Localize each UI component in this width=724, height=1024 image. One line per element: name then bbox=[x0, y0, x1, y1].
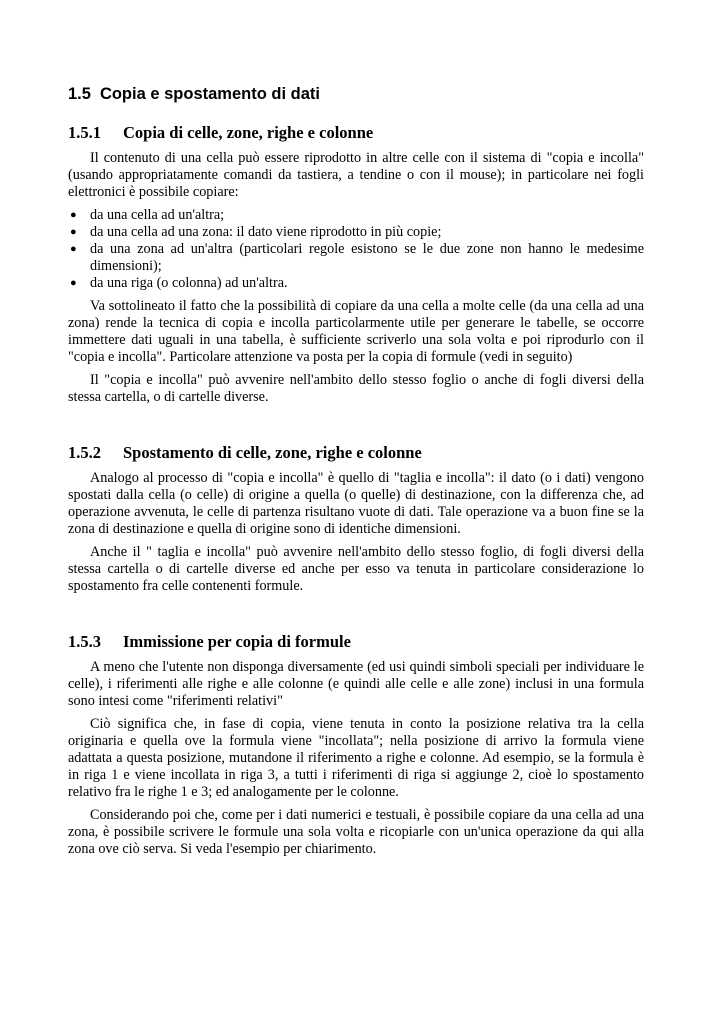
section-number: 1.5 bbox=[68, 85, 91, 103]
paragraph: Analogo al processo di "copia e incolla" è quello di "taglia e incolla": il dato (o i dati) vengono spostati dalla cella (o celle) di origine a quella (o quelle) di destinazione, con la differenza che, ad operazione avvenuta, le celle di partenza risultano vuote di dati. Tale operazione va a buon fine se la zona di destinazione e quella di origine sono di identiche dimensioni. bbox=[68, 470, 644, 537]
list-item-text: da una zona ad un'altra (particolari regole esistono se le due zone non hanno le medesime dimensioni); bbox=[90, 241, 644, 274]
paragraph: Anche il " taglia e incolla" può avvenire nell'ambito dello stesso foglio, di fogli diversi della stessa cartella o di cartelle diverse ed anche per esso va tenuta in particolare considerazione lo spostamento fra celle contenenti formule. bbox=[68, 544, 644, 594]
paragraph: Il "copia e incolla" può avvenire nell'ambito dello stesso foglio o anche di fogli diversi della stessa cartella, o di cartelle diverse. bbox=[68, 372, 644, 405]
paragraph: A meno che l'utente non disponga diversamente (ed usi quindi simboli speciali per individuare le celle), i riferimenti alle righe e alle colonne (e quindi alle celle e alle zone) inclusi in una formula sono intesi come "riferimenti relativi" bbox=[68, 659, 644, 709]
subsection-heading-1-5-2 bbox=[68, 442, 644, 464]
section-title: Copia e spostamento di dati bbox=[99, 85, 320, 103]
section-spacer bbox=[68, 412, 644, 442]
subsection-title: Copia di celle, zone, righe e colonne bbox=[123, 123, 374, 142]
subsection-heading-1-5-3 bbox=[68, 631, 644, 653]
paragraph: Il contenuto di una cella può essere riprodotto in altre celle con il sistema di "copia e incolla" (usando appropriatamente comandi da tastiera, a tendine o con il mouse); in particolare nei fogli elettronici è possibile copiare: bbox=[68, 150, 644, 200]
list-item bbox=[68, 207, 644, 224]
list-item-text: da una cella ad una zona: il dato viene riprodotto in più copie; bbox=[90, 224, 442, 240]
bullet-icon: ● bbox=[70, 209, 77, 221]
paragraph: Considerando poi che, come per i dati numerici e testuali, è possibile copiare da una cella ad una zona, è possibile scrivere le formule una sola volta e ricopiarle con un'unica operazione da qui alla zona ove ciò serva. Si veda l'esempio per chiarimento. bbox=[68, 807, 644, 857]
section-spacer bbox=[68, 601, 644, 631]
section-heading bbox=[68, 82, 644, 106]
list-item-text: da una cella ad un'altra; bbox=[90, 207, 225, 223]
bullet-icon: ● bbox=[70, 226, 77, 238]
list-item bbox=[68, 224, 644, 241]
paragraph: Ciò significa che, in fase di copia, viene tenuta in conto la posizione relativa tra la cella originaria e quella ove la formula viene "incollata"; nella posizione di arrivo la formula viene adattata a questa posizione, mutandone il riferimento a righe e colonne. Ad esempio, se la formula è in riga 1 e viene incollata in riga 3, a tutti i riferimenti di riga si aggiunge 2, cioè lo spostamento relativo fra le righe 1 e 3; ed analogamente per le colonne. bbox=[68, 716, 644, 800]
document-page bbox=[68, 82, 644, 864]
bullet-list bbox=[68, 207, 644, 292]
bullet-icon: ● bbox=[70, 243, 77, 255]
subsection-title: Immissione per copia di formule bbox=[123, 632, 351, 651]
subsection-number: 1.5.3 bbox=[68, 632, 101, 651]
subsection-heading-1-5-1 bbox=[68, 122, 644, 144]
subsection-title: Spostamento di celle, zone, righe e colonne bbox=[123, 443, 422, 462]
subsection-number: 1.5.2 bbox=[68, 443, 101, 462]
list-item bbox=[68, 275, 644, 292]
paragraph: Va sottolineato il fatto che la possibilità di copiare da una cella a molte celle (da una cella ad una zona) rende la tecnica di copia e incolla particolarmente utile per generare le tabelle, se occorre immettere dati uguali in una tabella, è sufficiente scriverlo una sola volta e poi riprodurlo con il "copia e incolla". Particolare attenzione va posta per la copia di formule (vedi in seguito) bbox=[68, 298, 644, 365]
list-item bbox=[68, 241, 644, 275]
bullet-icon: ● bbox=[70, 277, 77, 289]
subsection-number: 1.5.1 bbox=[68, 123, 101, 142]
list-item-text: da una riga (o colonna) ad un'altra. bbox=[90, 275, 288, 291]
